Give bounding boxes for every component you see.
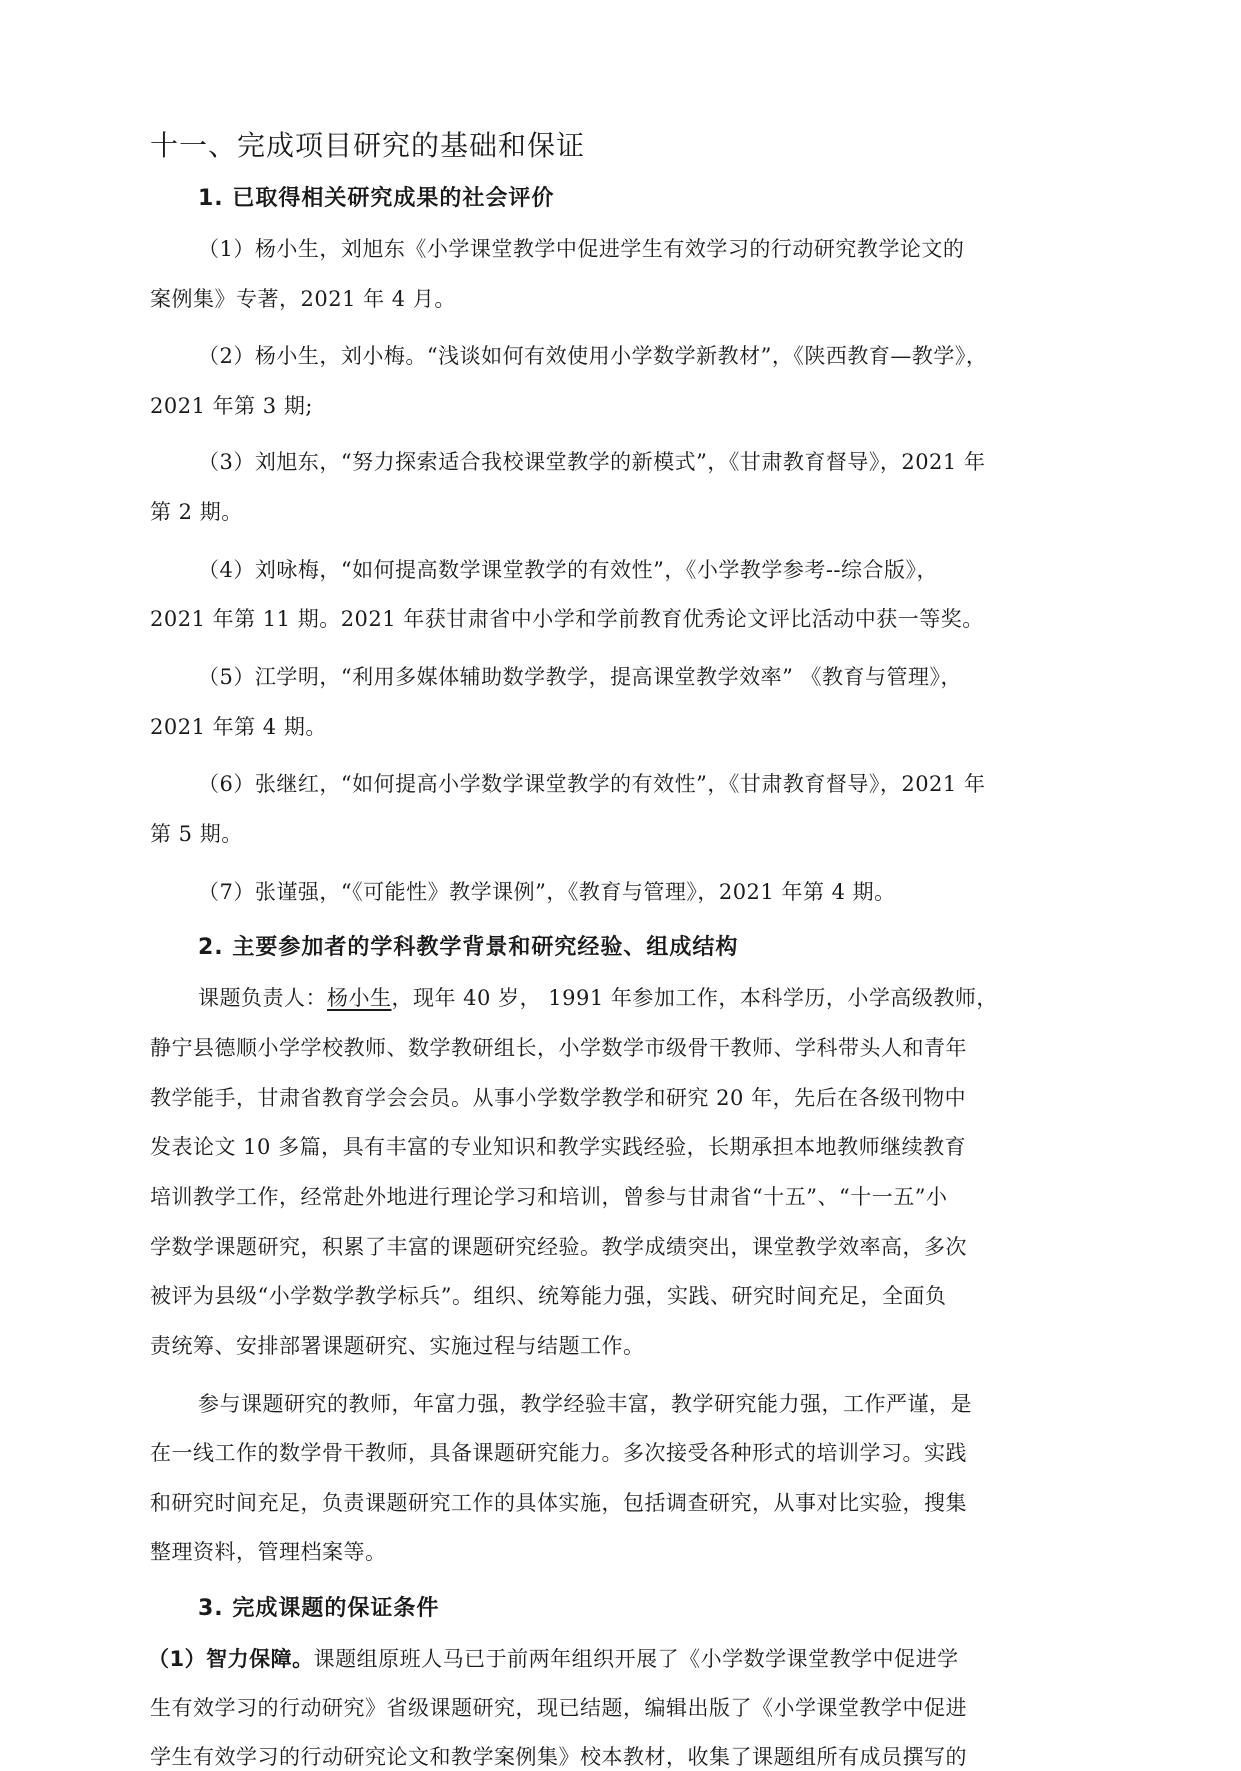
leader-intro-line bbox=[198, 982, 1090, 1012]
leader-label: 课题负责人： bbox=[198, 986, 327, 1010]
leader-bio-line: 被评为县级“小学数学教学标兵”。组织、统筹能力强，实践、研究时间充足，全面负 bbox=[150, 1284, 947, 1308]
guarantee-line: 学生有效学习的行动研究论文和教学案例集》校本教材，收集了课题组所有成员撰写的 bbox=[150, 1745, 967, 1769]
leader-bio-line: 发表论文 10 多篇，具有丰富的专业知识和教学实践经验，长期承担本地教师继续教育 bbox=[150, 1135, 967, 1159]
leader-name: 杨小生 bbox=[327, 986, 392, 1010]
ref-item-6-line-2: 第 5 期。 bbox=[150, 822, 243, 846]
ref-item-2-line-2: 2021 年第 3 期; bbox=[150, 394, 313, 418]
participants-line: 在一线工作的数学骨干教师，具备课题研究能力。多次接受各种形式的培训学习。实践 bbox=[150, 1441, 967, 1465]
subsection-title-1: 1. 已取得相关研究成果的社会评价 bbox=[198, 186, 555, 211]
ref-item-2-line-1: （2）杨小生，刘小梅。“浅谈如何有效使用小学数学新教材”，《陕西教育—教学》， bbox=[198, 344, 988, 368]
ref-item-5-line-2: 2021 年第 4 期。 bbox=[150, 715, 327, 739]
ref-item-7-line-1: （7）张谨强，“《可能性》教学课例”，《教育与管理》，2021 年第 4 期。 bbox=[198, 880, 896, 904]
leader-bio-line: 责统筹、安排部署课题研究、实施过程与结题工作。 bbox=[150, 1334, 645, 1358]
subsection-title-3: 3. 完成课题的保证条件 bbox=[198, 1596, 440, 1621]
leader-bio-line: 静宁县德顺小学学校教师、数学教研组长，小学数学市级骨干教师、学科带头人和青年 bbox=[150, 1036, 967, 1060]
guarantee-line: 生有效学习的行动研究》省级课题研究，现已结题，编辑出版了《小学课堂教学中促进 bbox=[150, 1696, 967, 1720]
participants-line: 整理资料，管理档案等。 bbox=[150, 1540, 387, 1564]
leader-bio-line: 培训教学工作，经常赴外地进行理论学习和培训，曾参与甘肃省“十五”、“十一五”小 bbox=[150, 1185, 948, 1209]
ref-item-3-line-1: （3）刘旭东，“努力探索适合我校课堂教学的新模式”，《甘肃教育督导》，2021 年 bbox=[198, 450, 986, 474]
ref-item-1-line-2: 案例集》专著，2021 年 4 月。 bbox=[150, 287, 456, 311]
leader-bio-line: 学数学课题研究，积累了丰富的课题研究经验。教学成绩突出，课堂教学效率高，多次 bbox=[150, 1235, 967, 1259]
guarantee-text: 课题组原班人马已于前两年组织开展了《小学数学课堂教学中促进学 bbox=[313, 1647, 959, 1671]
participants-line: 和研究时间充足，负责课题研究工作的具体实施，包括调查研究，从事对比实验，搜集 bbox=[150, 1491, 967, 1515]
section-heading: 十一、完成项目研究的基础和保证 bbox=[150, 129, 586, 162]
participants-line: 参与课题研究的教师，年富力强，教学经验丰富，教学研究能力强，工作严谨，是 bbox=[198, 1392, 972, 1416]
ref-item-1-line-1: （1）杨小生，刘旭东《小学课堂教学中促进学生有效学习的行动研究教学论文的 bbox=[198, 237, 965, 261]
guarantee-label: （1）智力保障。 bbox=[148, 1647, 314, 1671]
ref-item-3-line-2: 第 2 期。 bbox=[150, 500, 243, 524]
ref-item-5-line-1: （5）江学明，“利用多媒体辅助数学教学，提高课堂教学效率” 《教育与管理》， bbox=[198, 665, 963, 689]
ref-item-6-line-1: （6）张继红，“如何提高小学数学课堂教学的有效性”，《甘肃教育督导》，2021 年 bbox=[198, 772, 986, 796]
guarantee-line bbox=[148, 1643, 1088, 1673]
leader-bio-line: 教学能手，甘肃省教育学会会员。从事小学数学教学和研究 20 年，先后在各级刊物中 bbox=[150, 1086, 967, 1110]
leader-intro-rest: ，现年 40 岁， 1991 年参加工作，本科学历，小学高级教师， bbox=[391, 986, 998, 1010]
subsection-title-2: 2. 主要参加者的学科教学背景和研究经验、组成结构 bbox=[198, 935, 739, 960]
ref-item-4-line-1: （4）刘咏梅，“如何提高数学课堂教学的有效性”，《小学教学参考--综合版》， bbox=[198, 558, 939, 582]
ref-item-4-line-2: 2021 年第 11 期。2021 年获甘肃省中小学和学前教育优秀论文评比活动中获一等奖。 bbox=[150, 607, 984, 631]
